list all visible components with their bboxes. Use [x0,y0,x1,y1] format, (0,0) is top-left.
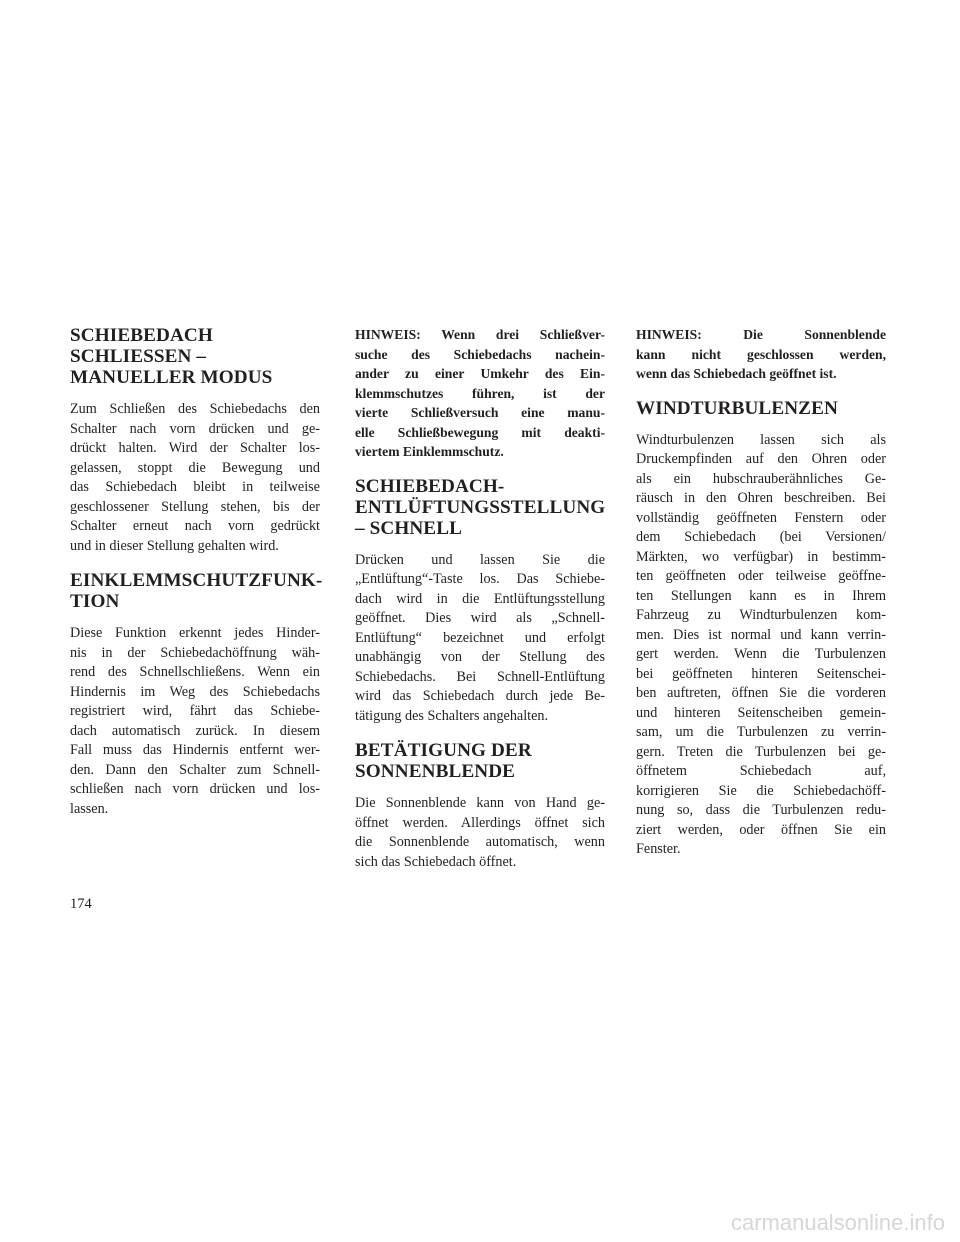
text-line: gern. Treten die Turbulenzen bei ge- [636,743,886,760]
text-line: nung so, dass die Turbulenzen redu- [636,802,886,818]
text-line: HINWEIS: Wenn drei Schließver- [355,327,605,342]
text-line: Drücken und lassen Sie die [355,551,605,568]
text-line: tätigung des Schalters angehalten. [355,707,549,724]
text-line: drückt halten. Wird der Schalter los- [70,440,320,456]
note-paragraph [355,325,605,462]
text-line: HINWEIS: Die Sonnenblende [636,327,886,342]
body-paragraph [70,400,320,556]
text-line: suche des Schiebedachs nachein- [355,346,605,362]
watermark: carmanualsonline.info [730,1210,945,1235]
body-paragraph [70,624,320,819]
text-line: elle Schließbewegung mit deakti- [355,424,605,440]
section-heading [355,740,605,782]
text-line: Fall muss das Hindernis entfernt wer- [70,742,320,758]
text-line: SCHLIESSEN – [70,346,207,367]
text-line: den. Dann den Schalter zum Schnell- [70,761,320,778]
text-line: Windturbulenzen lassen sich als [636,431,886,448]
text-line: MANUELLER MODUS [70,367,273,388]
text-line: EINKLEMMSCHUTZFUNK- [70,570,323,591]
text-line: Hindernis im Weg des Schiebedachs [70,683,320,700]
text-line: schließen nach vorn drücken und los- [70,781,320,797]
text-line: Die Sonnenblende kann von Hand ge- [355,795,605,811]
text-line: das Schiebedach bleibt in teilweise [70,479,320,495]
section-heading [70,325,320,388]
text-line: sich das Schiebedach öffnet. [355,853,517,870]
text-line: gelassen, stoppt die Bewegung und [70,459,320,476]
text-line: Schiebedachs. Bei Schnell-Entlüftung [355,668,605,685]
text-line: ziert werden, oder öffnen Sie ein [636,821,886,838]
body-paragraph [636,431,886,860]
text-line: nis in der Schiebedachöffnung wäh- [70,644,320,661]
text-line: gert werden. Wenn die Turbulenzen [636,646,886,662]
text-line: und in dieser Stellung gehalten wird. [70,537,279,554]
text-line: Diese Funktion erkennt jedes Hinder- [70,625,320,641]
text-line: SONNENBLENDE [355,761,516,782]
text-line: „Entlüftung“-Taste los. Das Schiebe- [355,571,605,587]
text-line: Zum Schließen des Schiebedachs den [70,401,320,417]
text-line: vollständig geöffneten Fenstern oder [636,509,886,526]
body-paragraph [355,551,605,727]
text-line: ENTLÜFTUNGSSTELLUNG [355,496,606,518]
text-line: dach wird in die Entlüftungsstellung [355,590,605,607]
section-heading [355,476,605,539]
text-line: Fenster. [636,841,681,857]
text-line: unabhängig von der Stellung des [355,649,605,665]
text-line: geöffnet. Dies wird als „Schnell- [355,610,605,626]
text-line: registriert wird, fährt das Schiebe- [70,703,320,719]
text-line: Entlüftung“ bezeichnet und erfolgt [355,629,605,646]
column-2 [355,325,605,886]
text-line: öffnetem Schiebedach auf, [636,763,886,779]
text-line: und hinteren Seitenscheiben gemein- [636,704,886,721]
section-heading [70,570,323,612]
page-number: 174 [70,896,92,912]
text-line: geschlossener Stellung stehen, bis der [70,498,320,515]
text-line: WINDTURBULENZEN [636,397,838,419]
text-line: ander zu einer Umkehr des Ein- [355,366,605,381]
text-line: dem Schiebedach (bei Versionen/ [636,529,886,545]
text-line: Druckempfinden auf den Ohren oder [636,451,886,467]
text-line: wird das Schiebedach durch jede Be- [355,688,605,704]
text-line: korrigieren Sie die Schiebedachöff- [636,782,886,799]
text-line: men. Dies ist normal und kann verrin- [636,626,886,643]
section-heading [636,398,886,419]
text-line: dach automatisch zurück. In diesem [70,722,320,739]
text-line: kann nicht geschlossen werden, [636,346,886,362]
text-line: klemmschutzes führen, ist der [355,385,605,401]
note-paragraph [636,325,886,384]
text-line: Fahrzeug zu Windturbulenzen kom- [636,607,886,623]
column-3 [636,325,886,874]
text-line: TION [70,591,120,612]
text-line: bei geöffneten hinteren Seitenschei- [636,665,886,682]
text-line: Schalter nach vorn drücken und ge- [70,420,320,437]
text-line: SCHIEBEDACH [70,325,213,346]
text-line: Märkten, wo verfügbar) in bestimm- [636,548,886,565]
text-line: viertem Einklemmschutz. [355,444,504,459]
text-line: vierte Schließversuch eine manu- [355,405,605,420]
text-line: lassen. [70,800,109,817]
text-line: als ein hubschrauberähnliches Ge- [636,470,886,487]
text-line: sam, um die Turbulenzen zu verrin- [636,724,886,740]
text-line: wenn das Schiebedach geöffnet ist. [636,366,837,381]
column-1 [70,325,323,833]
text-line: öffnet werden. Allerdings öffnet sich [355,814,605,831]
text-line: räusch in den Ohren beschreiben. Bei [636,490,886,506]
text-line: Schalter erneut nach vorn gedrückt [70,518,320,534]
text-line: BETÄTIGUNG DER [355,740,532,761]
text-line: ben auftreten, öffnen Sie die vorderen [636,685,886,701]
text-line: die Sonnenblende automatisch, wenn [355,834,605,850]
text-line: ten geöffneten oder teilweise geöffne- [636,568,886,584]
body-paragraph [355,794,605,872]
text-line: – SCHNELL [355,517,462,539]
text-line: ten Stellungen kann es in Ihrem [636,587,886,604]
text-line: rend des Schnellschließens. Wenn ein [70,664,320,680]
text-line: SCHIEBEDACH- [355,475,505,497]
